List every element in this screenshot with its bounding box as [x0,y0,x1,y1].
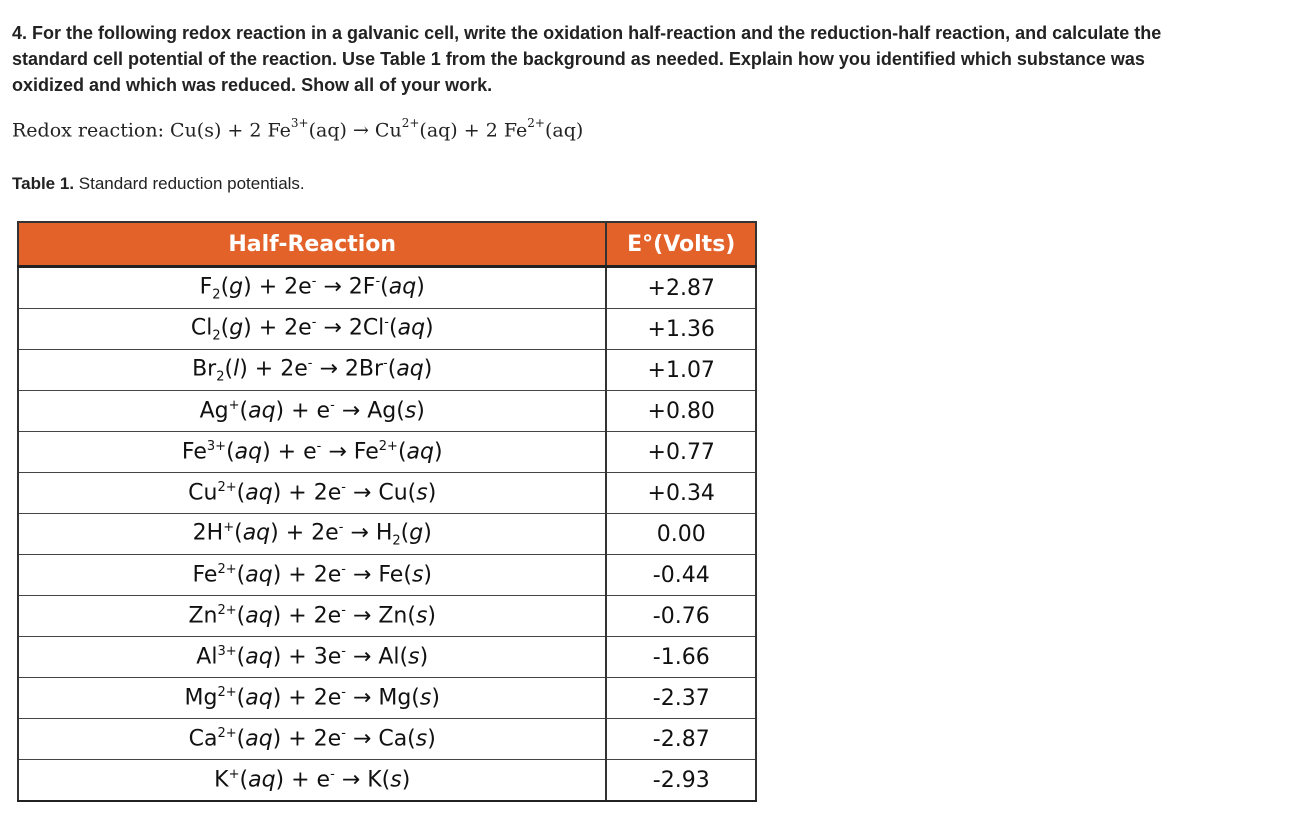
half-reaction-cell: Ag+(aq) + e- → Ag(s) [18,391,606,432]
half-reaction-cell: $Mg^{2+}(aq) + 2e^- \to Mg(s)$ [18,678,606,719]
table-caption-text: Standard reduction potentials. [74,174,305,193]
half-reaction-cell: $Fe^{2+}(aq) + 2e^- \to Fe(s)$ [18,555,606,596]
fe2-charge: 2+ [527,116,545,130]
table-row [18,760,756,802]
half-reaction-cell: $Al^{3+}(aq) + 3e^- \to Al(s)$ [18,637,606,678]
half-reaction-cell: $Ca^{2+}(aq) + 2e^- \to Ca(s)$ [18,719,606,760]
table-row [18,350,756,391]
half-reaction-cell: $Fe^{3+}(aq) + e^- \to Fe^{2+}(aq)$ [18,432,606,473]
half-reaction-cell: $2H^+(aq) + 2e^- \to H_2(g)$ [18,514,606,555]
half-reaction-cell: K+(aq) + e- → K(s) [18,760,606,802]
question-text: 4. For the following redox reaction in a galvanic cell, write the oxidation half-reaction and the reduction-half reaction, and calculate the standard cell potential of the reaction. Use Table 1 from the background as needed. Explain how you identified which substance was oxidized and which was reduced. Show all of your work. [12,23,1162,95]
half-reaction-cell: $Cu^{2+}(aq) + 2e^- \to Cu(s)$ [18,473,606,514]
potential-cell: +1.36 [606,309,756,350]
table-row [18,514,756,555]
potential-cell: -0.76 [606,596,756,637]
table-row [18,678,756,719]
potential-cell: +1.07 [606,350,756,391]
cu2-charge: 2+ [401,116,420,130]
table-caption-label: Table 1. [12,174,75,193]
redox-reactants: Cu(s) + 2 Fe [170,119,291,142]
potential-cell: -0.44 [606,555,756,596]
table-caption [12,174,305,194]
fe3-charge: 3+ [290,116,309,130]
potential-cell: 0.00 [606,514,756,555]
potential-cell: +0.34 [606,473,756,514]
potential-cell: -2.37 [606,678,756,719]
reduction-potentials-table [17,221,757,802]
table-row [18,555,756,596]
potential-cell: -2.93 [606,760,756,802]
header-e-volts: E°(Volts) [606,222,756,267]
potential-cell: +0.77 [606,432,756,473]
table-row [18,637,756,678]
table-row [18,391,756,432]
table-row [18,309,756,350]
redox-tail: (aq) [544,119,584,142]
table-header-row [18,222,756,267]
header-half-reaction: Half-Reaction [18,222,606,267]
table-body [18,267,756,802]
table-row [18,432,756,473]
half-reaction-cell: $F_2(g) + 2e^- \to 2F^-(aq)$ [18,267,606,309]
potential-cell: +0.80 [606,391,756,432]
potential-cell: -1.66 [606,637,756,678]
redox-arrow: (aq) → Cu [308,119,402,142]
potential-cell: -2.87 [606,719,756,760]
redox-label: Redox reaction: [12,119,171,142]
redox-products: (aq) + 2 Fe [419,119,528,142]
half-reaction-cell: $Zn^{2+}(aq) + 2e^- \to Zn(s)$ [18,596,606,637]
potential-cell: +2.87 [606,267,756,309]
table-row [18,473,756,514]
table-row [18,719,756,760]
half-reaction-cell: $Br_2(l) + 2e^- \to 2Br^-(aq)$ [18,350,606,391]
table-row [18,267,756,309]
redox-reaction [12,118,583,141]
half-reaction-cell: $Cl_2(g) + 2e^- \to 2Cl^-(aq)$ [18,309,606,350]
table-row [18,596,756,637]
